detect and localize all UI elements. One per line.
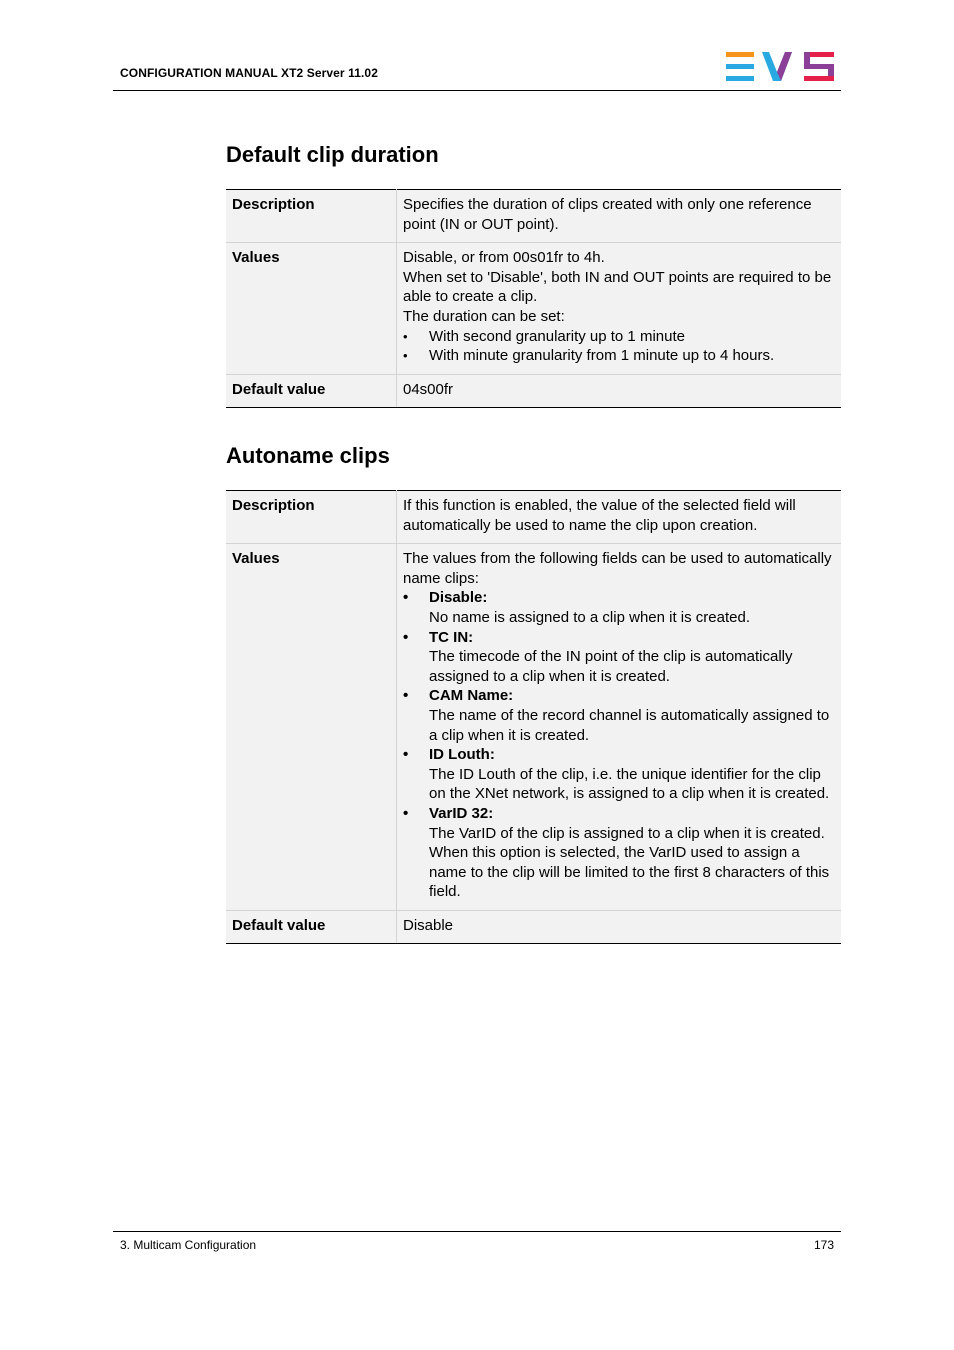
item-body: The ID Louth of the clip, i.e. the unique identifier for the clip on the XNet network, is assigned to a clip when it is created. — [429, 765, 830, 803]
values-line: Disable, or from 00s01fr to 4h. — [403, 249, 605, 267]
list-item: • With minute granularity from 1 minute up to 4 hours. — [403, 346, 835, 366]
item-note: When this option is selected, the VarID used to assign a name to the clip will be limited to the first 8 characters of this field. — [429, 844, 830, 901]
row-label: Values — [226, 243, 397, 375]
item-heading: • CAM Name: — [429, 687, 514, 705]
section-title-default-clip-duration: Default clip duration — [226, 142, 439, 167]
row-label: Description — [226, 190, 397, 243]
row-label: Default value — [226, 910, 397, 944]
list-item — [403, 588, 835, 627]
row-value — [397, 243, 842, 375]
list-item — [403, 804, 835, 902]
table-row-default — [226, 374, 841, 408]
list-item: • With second granularity up to 1 minute — [403, 327, 835, 347]
table-row-values — [226, 544, 841, 911]
table-row-values — [226, 243, 841, 375]
evs-logo — [724, 52, 836, 82]
row-label: Description — [226, 491, 397, 544]
item-body: The VarID of the clip is assigned to a clip when it is created. — [429, 824, 825, 842]
values-line: The duration can be set: — [403, 307, 565, 325]
row-value — [397, 544, 842, 911]
item-body: No name is assigned to a clip when it is created. — [429, 608, 750, 626]
bullet-list — [403, 588, 835, 902]
row-label: Values — [226, 544, 397, 911]
item-body: The name of the record channel is automatically assigned to a clip when it is created. — [429, 706, 830, 744]
list-item — [403, 686, 835, 745]
footer-divider — [113, 1231, 841, 1232]
list-item — [403, 628, 835, 687]
row-value: Disable — [397, 910, 842, 944]
row-value: Specifies the duration of clips created with only one reference point (IN or OUT point). — [397, 190, 842, 243]
table-row-description — [226, 491, 841, 544]
values-line: When set to 'Disable', both IN and OUT points are required to be able to create a clip. — [403, 268, 832, 306]
row-value: 04s00fr — [397, 374, 842, 408]
bullet-list — [403, 327, 835, 366]
row-label: Default value — [226, 374, 397, 408]
item-heading: • Disable: — [429, 589, 488, 607]
autoname-clips-table — [226, 490, 841, 944]
page-number: 173 — [813, 1238, 834, 1252]
default-clip-duration-table — [226, 189, 841, 408]
section-title-autoname-clips: Autoname clips — [226, 443, 390, 468]
item-heading: • ID Louth: — [429, 746, 495, 764]
table-row-default — [226, 910, 841, 944]
item-heading: • VarID 32: — [429, 804, 494, 822]
item-heading: • TC IN: — [429, 628, 474, 646]
list-item — [403, 745, 835, 804]
item-body: The timecode of the IN point of the clip is automatically assigned to a clip when it is created. — [429, 648, 793, 685]
row-value: If this function is enabled, the value of the selected field will automatically be used to name the clip upon creation. — [397, 491, 842, 544]
document-header-title: CONFIGURATION MANUAL XT2 Server 11.02 — [120, 66, 378, 80]
values-intro: The values from the following fields can be used to automatically name clips: — [403, 550, 832, 587]
table-row-description — [226, 190, 841, 243]
footer-chapter: 3. Multicam Configuration — [120, 1238, 257, 1252]
header-divider — [113, 90, 841, 91]
